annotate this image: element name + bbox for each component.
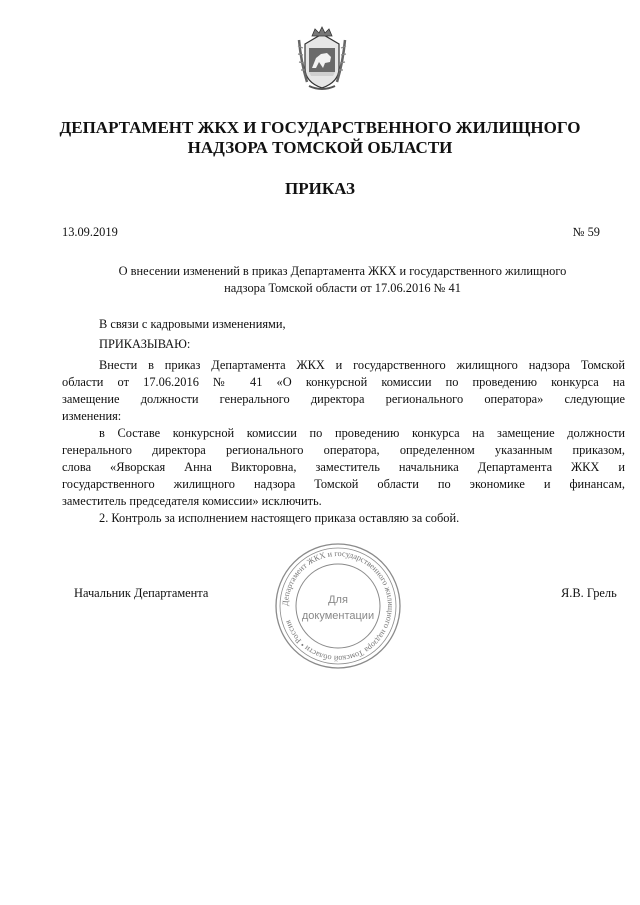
paragraph-line: замещение должности генерального директора регионального оператора» следующие <box>62 392 625 406</box>
seal-center-text: документации <box>301 610 375 622</box>
org-name-line2: НАДЗОРА ТОМСКОЙ ОБЛАСТИ <box>187 138 453 157</box>
paragraph-line: 2. Контроль за исполнением настоящего приказа оставляю за собой. <box>99 511 460 525</box>
subject-line: О внесении изменений в приказ Департамента ЖКХ и государственного жилищного <box>118 264 567 278</box>
seal-center-text: Для <box>328 594 348 606</box>
official-seal-stamp <box>273 541 403 671</box>
doc-type-title: ПРИКАЗ <box>285 179 355 198</box>
subject-line: надзора Томской области от 17.06.2016 № 41 <box>224 281 461 295</box>
order-word: ПРИКАЗЫВАЮ: <box>99 337 191 351</box>
paragraph-line: области от 17.06.2016 № 41 «О конкурсной комиссии по проведению конкурса на <box>62 375 625 389</box>
paragraph-line: Внести в приказ Департамента ЖКХ и государственного жилищного надзора Томской <box>99 358 625 372</box>
org-name-line1: ДЕПАРТАМЕНТ ЖКХ И ГОСУДАРСТВЕННОГО ЖИЛИЩНОГО <box>59 118 581 137</box>
paragraph-line: генерального директора регионального оператора, определенном указанным приказом, <box>62 443 625 457</box>
signatory-name: Я.В. Грель <box>561 586 617 600</box>
signatory-position: Начальник Департамента <box>74 586 209 600</box>
paragraph-line: слова «Яворская Анна Викторовна, заместитель начальника Департамента ЖКХ и <box>62 460 625 474</box>
paragraph-line: в Составе конкурсной комиссии по проведению конкурса на замещение должности <box>99 426 625 440</box>
tomsk-coat-of-arms-icon <box>297 26 347 92</box>
paragraph-line: изменения: <box>62 409 122 423</box>
paragraph-line: заместитель председателя комиссии» исключить. <box>62 494 322 508</box>
paragraph-line: государственного жилищного надзора Томской области по экономике и финансам, <box>62 477 625 491</box>
doc-date: 13.09.2019 <box>62 225 118 239</box>
doc-number: № 59 <box>572 225 600 239</box>
seal-ring-text: Департамент ЖКХ и государственного жилищного надзора Томской области • Россия <box>280 548 396 664</box>
intro-text: В связи с кадровыми изменениями, <box>99 317 286 331</box>
